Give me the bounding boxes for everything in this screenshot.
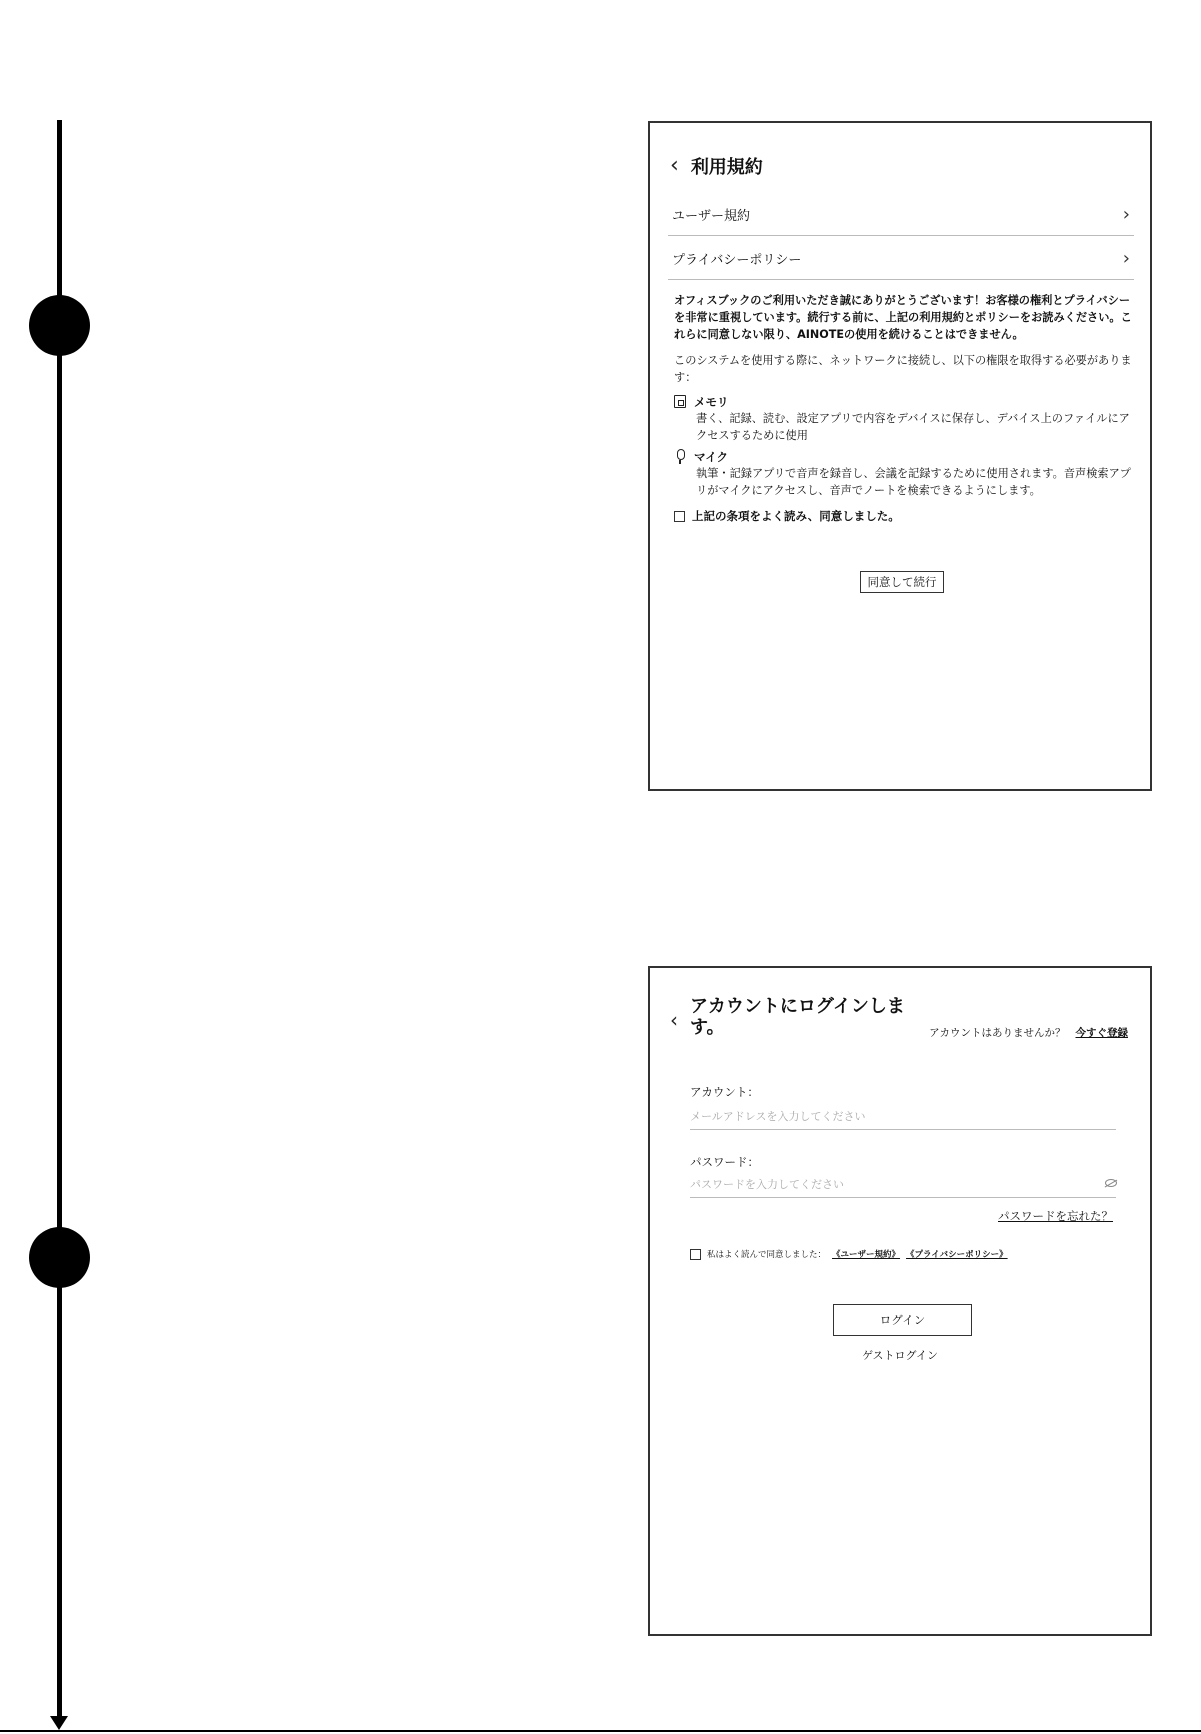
- memory-icon: [674, 395, 686, 408]
- register-link[interactable]: 今すぐ登録: [1075, 1027, 1128, 1039]
- privacy-policy-label: プライバシーポリシー: [672, 252, 802, 268]
- permission-description: 書く、記録、読む、設定アプリで内容をデバイスに保存し、デバイス上のファイルにアクセスするために使用: [696, 412, 1130, 442]
- permission-name: マイク: [694, 449, 729, 464]
- timeline-line: [57, 120, 62, 1718]
- password-input[interactable]: [690, 1172, 1116, 1198]
- timeline-arrow-icon: [50, 1716, 68, 1730]
- permission-name: メモリ: [694, 394, 729, 409]
- terms-agree-row: [690, 1248, 1008, 1260]
- terms-prefix: 私はよく読んで同意しました：: [707, 1250, 827, 1260]
- login-title: アカウントにログインします。: [690, 996, 905, 1038]
- permission-memory: [674, 393, 1136, 444]
- agree-label: 上記の条項をよく読み、同意しました。: [692, 509, 900, 523]
- password-label: パスワード：: [690, 1155, 759, 1169]
- back-arrow-icon[interactable]: ‹: [670, 153, 679, 178]
- chevron-right-icon: ›: [1122, 247, 1130, 269]
- no-account-text: アカウントはありませんか？: [929, 1027, 1066, 1039]
- terms-title: 利用規約: [690, 157, 763, 178]
- intro-text: オフィスブックのご利用いただき誠にありがとうございます！お客様の権利とプライバシーを非常に重視しています。続行する前に、上記の利用規約とポリシーをお読みください。これらに同意しない限り、AINOTEの使用を続けることはできません。: [674, 294, 1132, 341]
- register-prompt: [929, 1025, 1128, 1040]
- forgot-password-link[interactable]: パスワードを忘れた？: [998, 1209, 1113, 1223]
- timeline-step-1-dot: [29, 295, 90, 356]
- eye-off-icon[interactable]: [1105, 1179, 1117, 1187]
- agree-checkbox-row[interactable]: [674, 508, 900, 524]
- account-label: アカウント：: [690, 1085, 759, 1099]
- terms-checkbox[interactable]: [690, 1249, 701, 1260]
- chevron-right-icon: ›: [1122, 203, 1130, 225]
- agree-checkbox[interactable]: [674, 511, 685, 522]
- terms-screen: [648, 121, 1152, 791]
- bottom-divider: [0, 1730, 1201, 1732]
- permission-microphone: [674, 448, 1136, 499]
- permission-description: 執筆・記録アプリで音声を録音し、会議を記録するために使用されます。音声検索アプリがマイクにアクセスし、音声でノートを検索できるようにします。: [696, 467, 1131, 497]
- login-screen: [648, 966, 1152, 1636]
- account-input[interactable]: [690, 1104, 1116, 1130]
- user-terms-label: ユーザー規約: [672, 208, 751, 224]
- user-terms-link[interactable]: 《ユーザー規約》: [832, 1250, 901, 1260]
- agree-continue-button[interactable]: 同意して続行: [860, 571, 944, 593]
- terms-header: [670, 153, 763, 179]
- timeline-step-2-dot: [29, 1227, 90, 1288]
- privacy-policy-link[interactable]: 《プライバシーポリシー》: [906, 1250, 1008, 1260]
- guest-login-link[interactable]: ゲストログイン: [861, 1349, 938, 1362]
- system-permission-text: このシステムを使用する際に、ネットワークに接続し、以下の権限を取得する必要があります：: [674, 354, 1132, 384]
- mic-icon: [674, 449, 686, 464]
- login-button[interactable]: ログイン: [833, 1304, 972, 1336]
- user-terms-item[interactable]: [668, 193, 1134, 236]
- back-arrow-icon[interactable]: ‹: [670, 1008, 678, 1032]
- privacy-policy-item[interactable]: [668, 237, 1134, 280]
